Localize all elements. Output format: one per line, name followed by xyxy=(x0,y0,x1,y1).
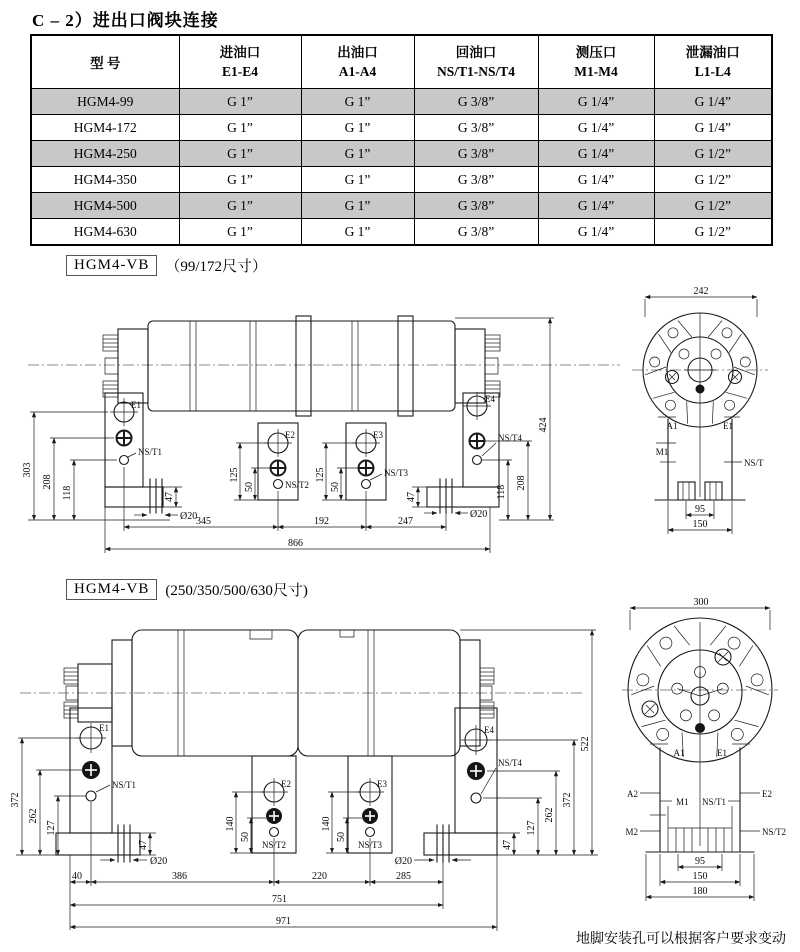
pump-body xyxy=(148,316,455,416)
cell-gauge: G 1/4” xyxy=(538,219,654,246)
port-label-e4: E4 xyxy=(485,394,495,404)
shaft-end-left xyxy=(103,329,148,403)
shaft-end-right xyxy=(455,329,500,403)
side-body xyxy=(632,313,768,534)
cell-inlet: G 1” xyxy=(179,167,301,193)
dim-95: 95 xyxy=(695,856,705,867)
table-row xyxy=(31,193,772,219)
dim-125: 125 xyxy=(229,467,240,483)
cell-leak: G 1/2” xyxy=(654,141,772,167)
cell-leak: G 1/4” xyxy=(654,115,772,141)
dim-751: 751 xyxy=(272,894,287,905)
dim-dia20: Ø20 xyxy=(394,856,412,867)
port-spec-table xyxy=(30,34,773,246)
col-header-outlet: 出油口 A1-A4 xyxy=(301,35,414,89)
dim-dia20: Ø20 xyxy=(180,511,198,522)
side-view xyxy=(632,286,768,534)
model-tag: HGM4-VB xyxy=(66,579,157,600)
mount-bracket-3 xyxy=(346,423,409,500)
dim-dia20: Ø20 xyxy=(150,856,168,867)
table-row xyxy=(31,141,772,167)
cell-leak: G 1/4” xyxy=(654,89,772,115)
port-label-e2: E2 xyxy=(762,789,772,799)
col-header-inlet: 进油口 E1-E4 xyxy=(179,35,301,89)
col-header-return: 回油口 NS/T1-NS/T4 xyxy=(414,35,538,89)
cell-model: HGM4-250 xyxy=(31,141,179,167)
cell-outlet: G 1” xyxy=(301,115,414,141)
dim-208: 208 xyxy=(516,475,527,491)
drawing-hgm4vb-small xyxy=(0,285,800,570)
port-label-a1: A1 xyxy=(673,748,685,758)
cell-return: G 3/8” xyxy=(414,115,538,141)
port-label-m2: M2 xyxy=(625,827,638,837)
dim-303: 303 xyxy=(22,462,33,478)
dimensions xyxy=(10,630,598,931)
dim-47: 47 xyxy=(164,492,175,502)
cell-return: G 3/8” xyxy=(414,193,538,219)
cell-inlet: G 1” xyxy=(179,219,301,246)
dim-345: 345 xyxy=(196,516,211,527)
cell-inlet: G 1” xyxy=(179,115,301,141)
dim-372: 372 xyxy=(562,792,573,808)
table-header-row xyxy=(31,35,772,89)
port-label-nst1: NS/T1 xyxy=(112,780,137,790)
cell-outlet: G 1” xyxy=(301,89,414,115)
size-note: （99/172尺寸） xyxy=(165,259,268,275)
drawing-hgm4vb-large xyxy=(0,596,800,952)
table-row xyxy=(31,89,772,115)
cell-return: G 3/8” xyxy=(414,141,538,167)
dim-118: 118 xyxy=(496,484,507,500)
mount-bracket-2 xyxy=(258,423,309,500)
port-label-nst2: NS/T2 xyxy=(261,840,287,850)
cell-outlet: G 1” xyxy=(301,193,414,219)
cell-model: HGM4-630 xyxy=(31,219,179,246)
cell-return: G 3/8” xyxy=(414,167,538,193)
cell-return: G 3/8” xyxy=(414,219,538,246)
dim-300: 300 xyxy=(693,597,709,608)
dim-180: 180 xyxy=(692,886,708,897)
mount-bracket-left xyxy=(56,708,140,862)
front-view xyxy=(22,316,620,553)
dim-95: 95 xyxy=(695,504,705,515)
port-label-nst1: NS/T1 xyxy=(138,447,163,457)
dim-50: 50 xyxy=(330,482,341,492)
cell-model: HGM4-172 xyxy=(31,115,179,141)
cell-leak: G 1/2” xyxy=(654,167,772,193)
cell-gauge: G 1/4” xyxy=(538,193,654,219)
cell-return: G 3/8” xyxy=(414,89,538,115)
port-label-nst4: NS/T4 xyxy=(498,433,523,443)
size-note: (250/350/500/630尺寸) xyxy=(165,583,308,599)
dim-220: 220 xyxy=(312,871,327,882)
cell-inlet: G 1” xyxy=(179,193,301,219)
dim-47: 47 xyxy=(502,840,513,850)
front-view xyxy=(10,630,598,931)
side-view xyxy=(622,597,786,901)
dim-285: 285 xyxy=(396,871,411,882)
dim-140: 140 xyxy=(225,816,236,832)
cell-gauge: G 1/4” xyxy=(538,115,654,141)
section1-label xyxy=(66,255,267,276)
dim-522: 522 xyxy=(580,736,591,752)
dim-50: 50 xyxy=(336,832,347,842)
page-title: C – 2）进出口阀块连接 xyxy=(32,11,219,30)
dim-125: 125 xyxy=(315,467,326,483)
table-row xyxy=(31,115,772,141)
port-label-nst2: NS/T2 xyxy=(285,480,310,490)
dim-50: 50 xyxy=(244,482,255,492)
cell-leak: G 1/2” xyxy=(654,193,772,219)
dim-47: 47 xyxy=(138,840,149,850)
dim-dia20: Ø20 xyxy=(470,509,488,520)
cell-outlet: G 1” xyxy=(301,167,414,193)
port-label-e3: E3 xyxy=(377,779,387,789)
port-label-nst1: NS/T1 xyxy=(701,797,726,807)
port-label-nst2: NS/T2 xyxy=(762,827,787,837)
dim-150: 150 xyxy=(692,519,708,530)
port-label-e4: E4 xyxy=(484,725,494,735)
dim-386: 386 xyxy=(172,871,187,882)
cell-model: HGM4-99 xyxy=(31,89,179,115)
cell-outlet: G 1” xyxy=(301,141,414,167)
col-header-model: 型 号 xyxy=(31,35,179,89)
col-header-leak: 泄漏油口 L1-L4 xyxy=(654,35,772,89)
mount-bracket-right xyxy=(424,708,523,862)
port-label-nst4: NS/T4 xyxy=(498,758,523,768)
cell-model: HGM4-500 xyxy=(31,193,179,219)
cell-inlet: G 1” xyxy=(179,141,301,167)
port-label-nst3: NS/T3 xyxy=(357,840,383,850)
dim-140: 140 xyxy=(321,816,332,832)
dim-192: 192 xyxy=(314,516,329,527)
table-row xyxy=(31,219,772,246)
footer-note: 地脚安装孔可以根据客户要求变动 xyxy=(576,932,786,947)
port-label-e2: E2 xyxy=(281,779,291,789)
cell-inlet: G 1” xyxy=(179,89,301,115)
cell-gauge: G 1/4” xyxy=(538,141,654,167)
port-label-e2: E2 xyxy=(285,430,295,440)
dim-866: 866 xyxy=(288,538,303,549)
dim-127: 127 xyxy=(526,820,537,836)
dim-50: 50 xyxy=(240,832,251,842)
port-label-e3: E3 xyxy=(373,430,383,440)
dim-242: 242 xyxy=(693,286,709,297)
cell-model: HGM4-350 xyxy=(31,167,179,193)
dim-247: 247 xyxy=(398,516,413,527)
port-label-e1: E1 xyxy=(99,723,109,733)
model-tag: HGM4-VB xyxy=(66,255,157,276)
dim-971: 971 xyxy=(276,916,291,927)
port-label-m1: M1 xyxy=(676,797,689,807)
dim-127: 127 xyxy=(46,820,57,836)
dim-424: 424 xyxy=(538,417,549,433)
dim-372: 372 xyxy=(10,792,21,808)
port-label-nst3: NS/T3 xyxy=(384,468,409,478)
col-header-gauge: 测压口 M1-M4 xyxy=(538,35,654,89)
port-label-nst: NS/T xyxy=(744,458,764,468)
port-label-a2: A2 xyxy=(627,789,638,799)
port-label-m1: M1 xyxy=(655,447,669,457)
dim-40: 40 xyxy=(72,871,82,882)
dim-262: 262 xyxy=(544,807,555,823)
port-label-a1: A1 xyxy=(666,421,678,431)
dim-208: 208 xyxy=(42,474,53,490)
table-row xyxy=(31,167,772,193)
cell-gauge: G 1/4” xyxy=(538,89,654,115)
port-label-e1: E1 xyxy=(717,748,727,758)
port-label-e1: E1 xyxy=(131,400,141,410)
dim-150: 150 xyxy=(692,871,708,882)
dim-262: 262 xyxy=(28,808,39,824)
port-label-e1: E1 xyxy=(723,421,733,431)
dim-47: 47 xyxy=(406,492,417,502)
dim-118: 118 xyxy=(62,485,73,501)
cell-leak: G 1/2” xyxy=(654,219,772,246)
cell-outlet: G 1” xyxy=(301,219,414,246)
cell-gauge: G 1/4” xyxy=(538,167,654,193)
